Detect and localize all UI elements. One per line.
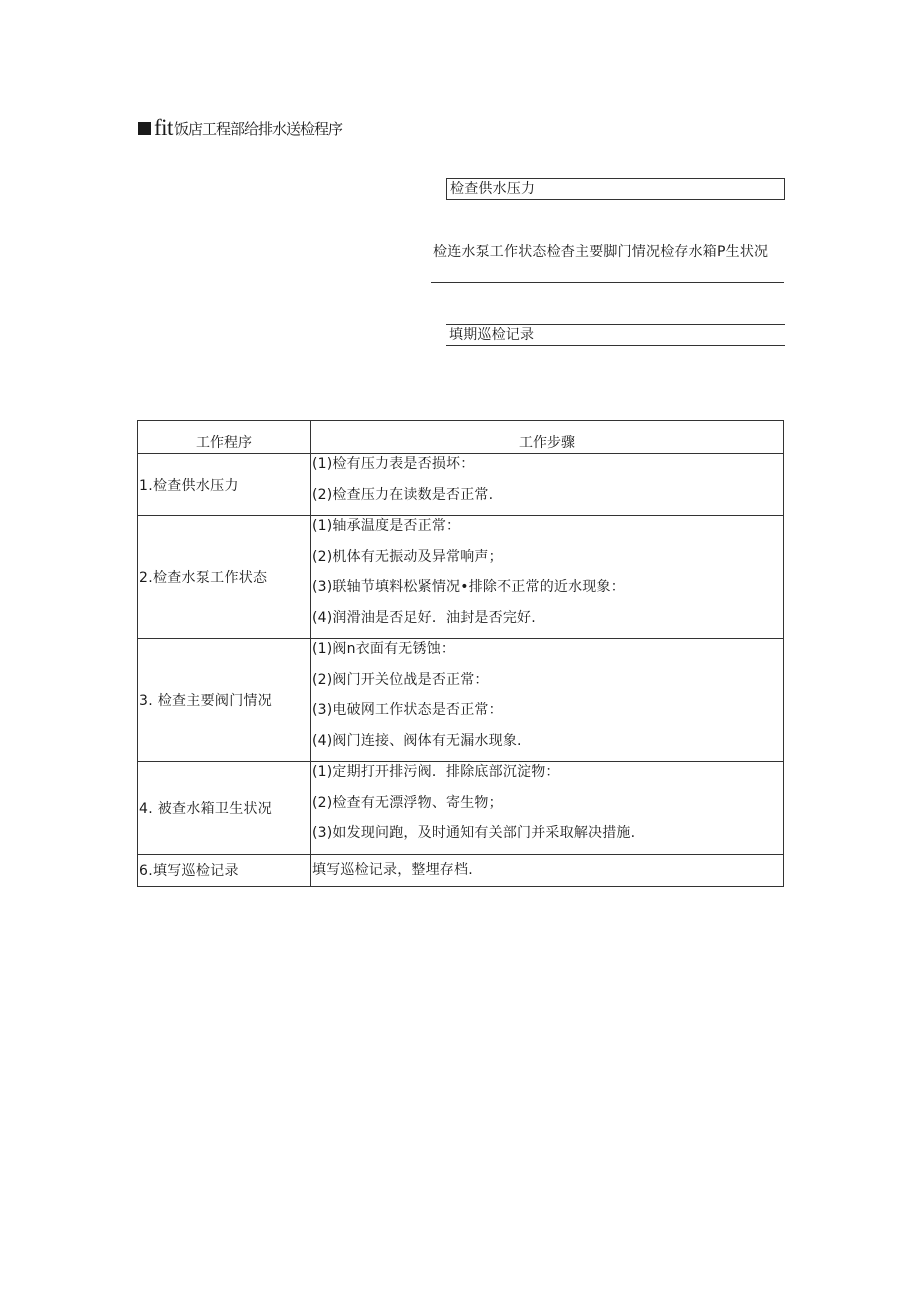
page-title <box>138 116 342 140</box>
step-item: (3)如发现问跑，及时通知有关部门并采取解决措施. <box>312 825 636 841</box>
step-item: (4)润滑油是否足好．油封是否完好. <box>312 609 536 626</box>
procedure-cell: 6.填写巡检记录 <box>138 854 311 886</box>
table-row <box>138 516 784 639</box>
step-item: (2)机体有无振动及异常响声； <box>312 548 503 565</box>
step-item: 填写巡检记录，整埋存档. <box>312 861 473 878</box>
table-header-row <box>138 421 784 454</box>
title-prefix: fit <box>154 115 173 140</box>
step-item: (1)定期打开排污阀．排除底部沉淀物： <box>312 764 560 780</box>
flow-box-inspections: 检连水泵工作状态检杳主要脚门情况检存水箱P生状况 <box>431 242 784 283</box>
flow-box-water-pressure: 检查供水压力 <box>446 178 785 200</box>
step-item: (2)检查有无漂浮物、寄生物； <box>312 794 503 811</box>
flow-box-record: 填期巡检记录 <box>446 324 785 346</box>
procedure-table <box>137 420 784 887</box>
procedure-cell: 2.检查水泵工作状态 <box>138 516 311 639</box>
header-steps: 工作步骤 <box>311 421 784 454</box>
procedure-cell: 3. 检查主要阀门情况 <box>138 639 311 762</box>
table-row <box>138 762 784 855</box>
step-item: (1)轴承温度是否正常： <box>312 518 461 534</box>
step-item: (3)联轴节填料松紧情况•排除不正常的近水现象： <box>312 579 625 595</box>
steps-cell <box>311 762 784 855</box>
step-item: (2)检查压力在读数是否正常. <box>312 486 494 503</box>
procedure-cell: 1.检查供水压力 <box>138 454 311 516</box>
steps-cell <box>311 516 784 639</box>
header-procedure: 工作程序 <box>138 421 311 454</box>
procedure-cell: 4. 被查水箱卫生状况 <box>138 762 311 855</box>
table-row <box>138 854 784 886</box>
table-row <box>138 639 784 762</box>
steps-cell <box>311 454 784 516</box>
step-item: (1)阀n衣面有无锈蚀： <box>312 641 456 657</box>
title-text: 饭店工程部给排水送检程序 <box>173 119 342 138</box>
steps-cell <box>311 639 784 762</box>
table-row <box>138 454 784 516</box>
square-bullet-icon <box>138 122 151 135</box>
step-item: (2)阀门开关位战是否正常： <box>312 671 489 688</box>
step-item: (4)阀门连接、阀体有无漏水现象. <box>312 732 522 749</box>
steps-cell <box>311 854 784 886</box>
step-item: (1)检有压力表是否损坏： <box>312 456 475 472</box>
step-item: (3)电破网工作状态是否正常： <box>312 702 503 718</box>
